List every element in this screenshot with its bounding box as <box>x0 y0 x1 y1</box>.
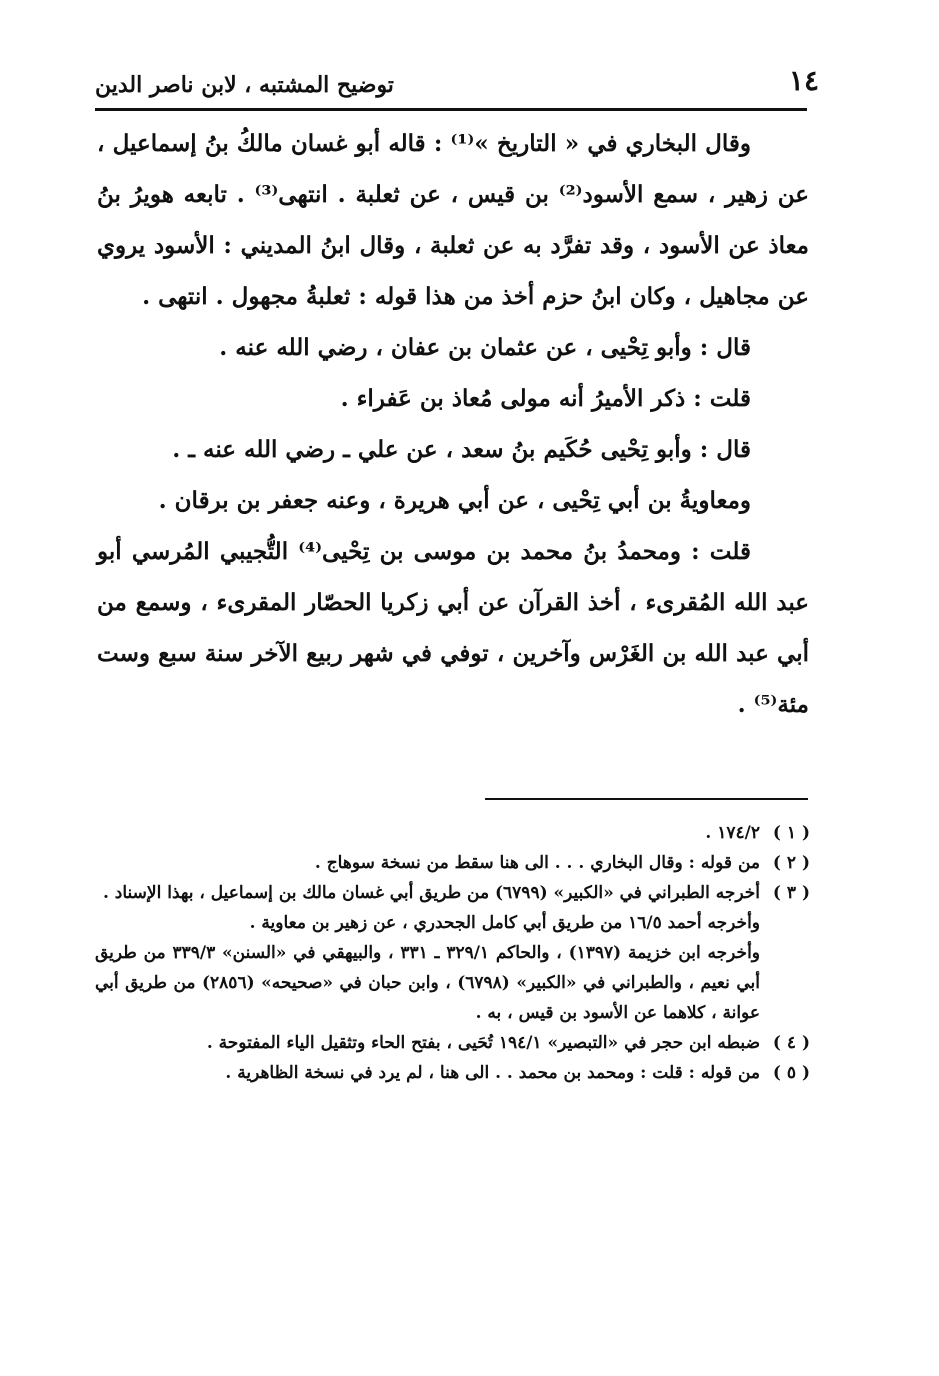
footnote-text: وأخرجه ابن خزيمة (١٣٩٧) ، والحاكم ٣٢٩/١ ـ ٣٣١ ، والبيهقي في «السنن» ٣٣٩/٣ من طريق أبي نعيم ، والطبراني في «الكبير» (٦٧٩٨) ، وابن حبان في «صحيحه» (٢٨٥٦) من طريق أبي عوانة ، كلاهما عن الأسود بن قيس ، به . <box>95 943 761 1023</box>
footnote-text: أخرجه الطبراني في «الكبير» (٦٧٩٩) من طريق أبي غسان مالك بن إسماعيل ، بهذا الإسناد . <box>102 883 760 903</box>
paragraph: قلت : ذكر الأميرُ أنه مولى مُعاذ بن عَفراء . <box>340 385 751 412</box>
footnote-text: من قوله : قلت : ومحمد بن محمد . . الى هنا ، لم يرد في نسخة الظاهرية . <box>225 1063 760 1083</box>
footnote <box>95 1058 810 1088</box>
footnote-marker: ( ٥ ) <box>772 1063 810 1083</box>
paragraph: قلت : ومحمدُ بنُ محمد بن موسى بن تِحْيى⁽⁴⁾ التُّجيبي المُرسي أبو عبد الله المُقرىء ، أخذ القرآن عن أبي زكريا الحصّار المقرىء ، وسمع من أبي عبد الله بن الغَرْس وآخرين ، توفي في شهر ربيع الآخر سنة سبع وست مئة⁽⁵⁾ . <box>97 538 809 718</box>
footnote <box>95 878 810 1028</box>
footnote-text: وأخرجه أحمد ١٦/٥ من طريق أبي كامل الجحدري ، عن زهير بن معاوية . <box>249 913 760 933</box>
footnote <box>95 848 810 878</box>
paragraph: ومعاويةُ بن أبي تِحْيى ، عن أبي هريرة ، وعنه جعفر بن برقان . <box>158 487 751 514</box>
footnote-marker: ( ١ ) <box>772 823 810 843</box>
footnote <box>95 818 810 848</box>
main-text <box>97 118 809 730</box>
header-rule <box>95 108 807 111</box>
footnote-separator <box>485 798 808 800</box>
footnote-marker: ( ٢ ) <box>772 853 810 873</box>
footnote-marker: ( ٣ ) <box>772 883 810 903</box>
footnote-marker: ( ٤ ) <box>772 1033 810 1053</box>
footnote-text: ضبطه ابن حجر في «التبصير» ١٩٤/١ تُحَيى ، بفتح الحاء وتثقيل الياء المفتوحة . <box>206 1033 760 1053</box>
footnote <box>95 1028 810 1058</box>
page-number: ١٤ <box>788 64 819 97</box>
running-title: توضيح المشتبه ، لابن ناصر الدين <box>95 72 394 98</box>
paragraph: قال : وأبو تِحْيى حُكَيم بنُ سعد ، عن علي ـ رضي الله عنه ـ . <box>172 436 751 463</box>
paragraph: وقال البخاري في « التاريخ »⁽¹⁾ : قاله أبو غسان مالكُ بنُ إسماعيل ، عن زهير ، سمع الأسود⁽²⁾ بن قيس ، عن ثعلبة . انتهى⁽³⁾ . تابعه هويرُ بنُ معاذ عن الأسود ، وقد تفرَّد به عن ثعلبة ، وقال ابنُ المديني : الأسود يروي عن مجاهيل ، وكان ابنُ حزم أخذ من هذا قوله : ثعلبةُ مجهول . انتهى . <box>97 130 809 310</box>
footnotes <box>95 818 810 1088</box>
footnote-text: ١٧٤/٢ . <box>705 823 760 843</box>
paragraph: قال : وأبو تِحْيى ، عن عثمان بن عفان ، رضي الله عنه . <box>219 334 751 361</box>
page-header <box>95 62 819 106</box>
footnote-text: من قوله : وقال البخاري . . . الى هنا سقط من نسخة سوهاج . <box>314 853 760 873</box>
